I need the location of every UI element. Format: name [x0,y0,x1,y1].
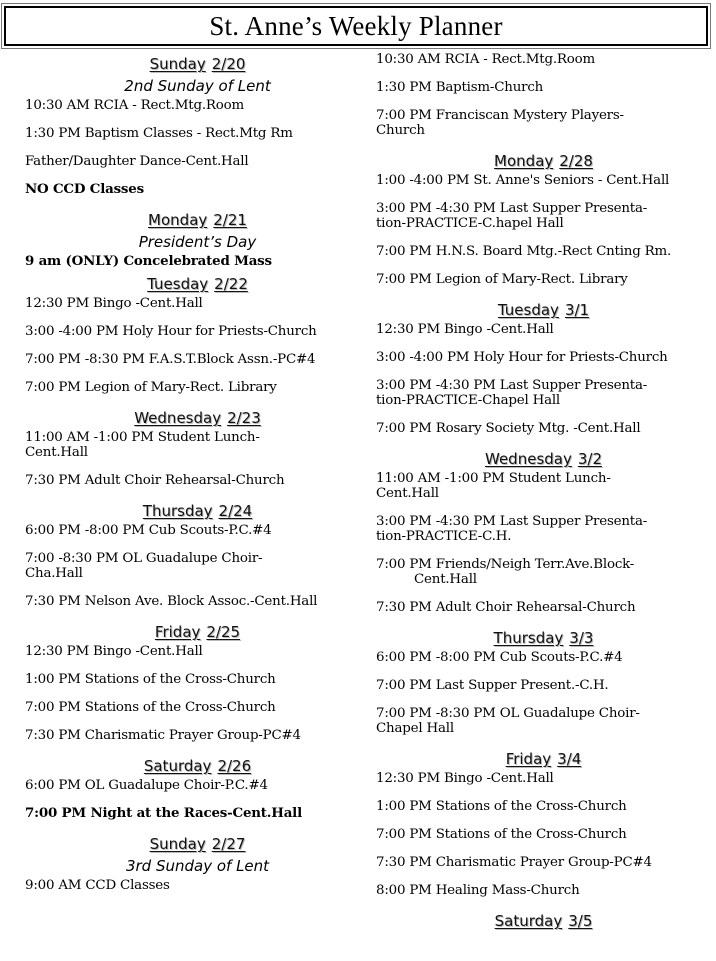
event-location: Cha.Hall [25,566,83,581]
day-heading [376,911,711,931]
page-title: St. Anne’s Weekly Planner [209,10,503,41]
event-entry [376,827,711,842]
event-entry [376,421,711,436]
day-name: Thursday [142,502,213,520]
day-date: 3/5 [568,912,593,930]
event-text: 7:00 -8:30 PM OL Guadalupe Choir- [25,551,263,566]
day-heading [376,449,711,469]
event-entry [376,173,711,188]
event-text: 7:30 PM Charismatic Prayer Group-PC#4 [376,855,652,870]
event-entry [25,700,370,715]
event-text: 6:00 PM OL Guadalupe Choir-P.C.#4 [25,778,268,793]
event-entry [25,182,370,197]
event-text: 7:30 PM Charismatic Prayer Group-PC#4 [25,728,301,743]
event-location: Cent.Hall [25,445,88,460]
event-entry [25,430,370,460]
event-entry [376,799,711,814]
event-entry [25,254,370,269]
event-text: 10:30 AM RCIA - Rect.Mtg.Room [25,98,244,113]
event-text: 7:30 PM Adult Choir Rehearsal-Church [376,600,636,615]
day-heading [376,628,711,648]
day-heading [376,749,711,769]
event-entry [376,108,711,138]
event-entry [25,778,370,793]
day-heading [25,210,370,230]
event-text: 3:00 -4:00 PM Holy Hour for Priests-Church [376,350,668,365]
day-date: 3/3 [569,629,594,647]
day-name: Tuesday [147,275,209,293]
event-entry [25,324,370,339]
event-entry [25,523,370,538]
event-location: Cent.Hall [414,572,477,587]
day-name: Sunday [149,835,206,853]
event-text: 7:00 PM Rosary Society Mtg. -Cent.Hall [376,421,641,436]
event-text: 7:00 PM Franciscan Mystery Players- [376,108,624,123]
day-date: 2/25 [206,623,241,641]
event-location: Cent.Hall [376,486,439,501]
event-text: 7:00 PM H.N.S. Board Mtg.-Rect Cnting Rm. [376,244,672,259]
day-name: Monday [494,152,554,170]
day-name: Friday [154,623,201,641]
event-entry [376,678,711,693]
event-entry [376,650,711,665]
event-entry [25,672,370,687]
event-text: 12:30 PM Bingo -Cent.Hall [25,644,203,659]
event-text: 3:00 PM -4:30 PM Last Supper Presenta- [376,201,648,216]
event-text: 7:00 PM Legion of Mary-Rect. Library [376,272,628,287]
event-entry [25,98,370,113]
day-name: Saturday [143,757,212,775]
day-heading [25,756,370,776]
event-text: 11:00 AM -1:00 PM Student Lunch- [376,471,611,486]
event-text: 1:00 PM Stations of the Cross-Church [376,799,627,814]
day-date: 3/1 [564,301,590,319]
day-date: 2/21 [213,211,247,229]
event-text: 7:30 PM Nelson Ave. Block Assoc.-Cent.Hall [25,594,318,609]
day-date: 2/23 [227,409,261,427]
event-text: 10:30 AM RCIA - Rect.Mtg.Room [376,52,595,67]
event-entry [376,80,711,95]
day-heading [376,300,711,320]
event-text: 3:00 PM -4:30 PM Last Supper Presenta- [376,378,648,393]
day-name: Monday [148,211,208,229]
day-heading [25,834,370,854]
event-entry [376,201,711,231]
day-date: 2/22 [214,275,248,293]
event-entry [25,296,370,311]
day-heading [376,151,711,171]
event-text: 6:00 PM -8:00 PM Cub Scouts-P.C.#4 [376,650,623,665]
event-text: 3:00 PM -4:30 PM Last Supper Presenta- [376,514,648,529]
event-text: 1:30 PM Baptism-Church [376,80,544,95]
event-entry [376,272,711,287]
day-name: Thursday [493,629,564,647]
event-text: 7:30 PM Adult Choir Rehearsal-Church [25,473,285,488]
event-text: 7:00 PM -8:30 PM F.A.S.T.Block Assn.-PC#4 [25,352,316,367]
event-entry [25,551,370,581]
day-subtitle: 2nd Sunday of Lent [124,77,271,95]
event-text: 7:00 PM Legion of Mary-Rect. Library [25,380,277,395]
day-heading [25,408,370,428]
event-text: 9:00 AM CCD Classes [25,878,170,893]
event-text: 11:00 AM -1:00 PM Student Lunch- [25,430,260,445]
event-text: 7:00 PM Friends/Neigh Terr.Ave.Block- [376,557,635,572]
event-entry [25,473,370,488]
event-entry [25,644,370,659]
event-location: Church [376,123,425,138]
day-date: 2/26 [217,757,252,775]
event-text: 7:00 PM Stations of the Cross-Church [25,700,276,715]
event-entry [376,471,711,501]
event-entry [376,855,711,870]
event-entry [376,706,711,736]
event-text: 12:30 PM Bingo -Cent.Hall [376,771,554,786]
event-location: tion-PRACTICE-C.H. [376,529,512,544]
event-entry [376,514,711,544]
day-date: 2/20 [211,55,246,73]
event-text: 7:00 PM Night at the Races-Cent.Hall [25,805,302,821]
event-location: tion-PRACTICE-Chapel Hall [376,393,561,408]
event-entry [376,883,711,898]
event-entry [376,350,711,365]
day-date: 2/28 [559,152,593,170]
event-entry [376,52,711,67]
day-heading [25,274,370,294]
event-text: 1:30 PM Baptism Classes - Rect.Mtg Rm [25,126,293,141]
day-date: 2/27 [211,835,246,853]
day-subtitle: 3rd Sunday of Lent [125,857,270,875]
day-name: Friday [505,750,552,768]
left-column [25,52,370,906]
day-subtitle: President’s Day [138,233,257,251]
event-entry [25,380,370,395]
right-column [376,52,711,933]
day-heading [25,622,370,642]
day-name: Wednesday [485,450,572,468]
day-date: 2/24 [218,502,253,520]
event-entry [376,600,711,615]
event-entry [376,557,711,587]
event-text: 8:00 PM Healing Mass-Church [376,883,580,898]
event-entry [376,771,711,786]
event-text: 12:30 PM Bingo -Cent.Hall [25,296,203,311]
event-text: 6:00 PM -8:00 PM Cub Scouts-P.C.#4 [25,523,272,538]
day-name: Wednesday [134,409,222,427]
day-date: 3/2 [577,450,602,468]
day-name: Saturday [494,912,563,930]
event-text: Father/Daughter Dance-Cent.Hall [25,154,249,169]
day-heading [25,54,370,74]
event-entry [376,244,711,259]
event-text: 9 am (ONLY) Concelebrated Mass [25,253,272,269]
day-name: Tuesday [497,301,559,319]
event-entry [25,806,370,821]
event-text: 7:00 PM -8:30 PM OL Guadalupe Choir- [376,706,640,721]
event-entry [25,594,370,609]
event-text: 7:00 PM Last Supper Present.-C.H. [376,678,609,693]
event-text: 3:00 -4:00 PM Holy Hour for Priests-Church [25,324,317,339]
event-entry [25,352,370,367]
event-text: 1:00 -4:00 PM St. Anne's Seniors - Cent.Hall [376,173,670,188]
event-text: 1:00 PM Stations of the Cross-Church [25,672,276,687]
event-location: Chapel Hall [376,721,454,736]
event-entry [376,378,711,408]
event-entry [25,878,370,893]
day-date: 3/4 [557,750,582,768]
day-heading [25,501,370,521]
event-entry [376,322,711,337]
event-entry [25,728,370,743]
event-entry [25,154,370,169]
event-entry [25,126,370,141]
event-text: 7:00 PM Stations of the Cross-Church [376,827,627,842]
event-text: 12:30 PM Bingo -Cent.Hall [376,322,554,337]
title-box [4,6,708,46]
day-name: Sunday [149,55,206,73]
event-location: tion-PRACTICE-C.hapel Hall [376,216,564,231]
event-text: NO CCD Classes [25,181,144,197]
